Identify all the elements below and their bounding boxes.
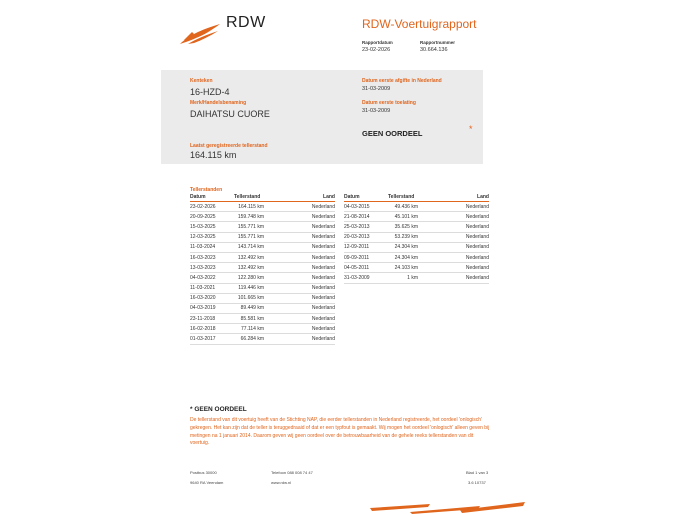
reading-country: Nederland — [264, 232, 335, 242]
readings-table-left — [190, 194, 335, 345]
footer-page: Blad 1 van 3 — [466, 470, 489, 475]
first-nl-label: Datum eerste afgifte in Nederland — [362, 78, 442, 84]
plate-label: Kenteken — [190, 78, 213, 84]
report-number: 30.664.136 — [420, 47, 448, 53]
table-row — [344, 202, 489, 212]
reading-date: 16-02-2018 — [190, 324, 234, 334]
note-title: * GEEN OORDEEL — [190, 406, 247, 413]
reading-value: 119.446 km — [234, 283, 264, 293]
reading-date: 04-03-2015 — [344, 202, 388, 212]
reading-country: Nederland — [418, 232, 489, 242]
reading-value: 155.771 km — [234, 222, 264, 232]
reading-date: 23-11-2018 — [190, 314, 234, 324]
reading-value: 155.771 km — [234, 232, 264, 242]
reading-date: 04-03-2022 — [190, 273, 234, 283]
reading-value: 132.492 km — [234, 263, 264, 273]
table-row — [190, 252, 335, 262]
table-row — [344, 222, 489, 232]
reading-date: 12-03-2025 — [190, 232, 234, 242]
plate-value: 16-HZD-4 — [190, 87, 230, 97]
document-title: RDW-Voertuigrapport — [362, 17, 477, 31]
reading-country: Nederland — [264, 324, 335, 334]
reading-country: Nederland — [264, 293, 335, 303]
reading-value: 1 km — [388, 273, 418, 283]
rdw-logo-icon — [178, 22, 222, 46]
odometer-value: 164.115 km — [190, 150, 237, 160]
make-value: DAIHATSU CUORE — [190, 109, 270, 119]
table-row — [190, 212, 335, 222]
reading-value: 122.280 km — [234, 273, 264, 283]
reading-value: 89.449 km — [234, 303, 264, 313]
report-date-label: Rapportdatum — [362, 40, 393, 45]
reading-country: Nederland — [264, 252, 335, 262]
reading-value: 24.304 km — [388, 242, 418, 252]
footer-postbus: Postbus 30000 — [190, 470, 217, 475]
reading-value: 66.284 km — [234, 334, 264, 344]
col-date-header: Datum — [190, 194, 234, 202]
reading-date: 12-09-2011 — [344, 242, 388, 252]
reading-country: Nederland — [264, 303, 335, 313]
reading-date: 01-03-2017 — [190, 334, 234, 344]
reading-country: Nederland — [264, 273, 335, 283]
table-row — [190, 232, 335, 242]
report-number-label: Rapportnummer — [420, 40, 456, 45]
col-reading-header: Tellerstand — [388, 194, 418, 202]
verdict-value: GEEN OORDEEL — [362, 129, 423, 138]
reading-date: 31-03-2009 — [344, 273, 388, 283]
table-row — [344, 273, 489, 283]
reading-date: 20-03-2013 — [344, 232, 388, 242]
reading-value: 132.492 km — [234, 252, 264, 262]
reading-country: Nederland — [418, 263, 489, 273]
footer-code: 3.6 10737 — [468, 480, 486, 485]
col-country-header: Land — [418, 194, 489, 202]
reading-value: 35.625 km — [388, 222, 418, 232]
reading-value: 164.115 km — [234, 202, 264, 212]
reading-country: Nederland — [264, 212, 335, 222]
reading-value: 101.665 km — [234, 293, 264, 303]
reading-country: Nederland — [264, 334, 335, 344]
reading-value: 77.114 km — [234, 324, 264, 334]
reading-country: Nederland — [418, 202, 489, 212]
reading-date: 13-03-2023 — [190, 263, 234, 273]
footer-city: 9640 RA Veendam — [190, 480, 224, 485]
reading-value: 45.101 km — [388, 212, 418, 222]
reading-value: 143.714 km — [234, 242, 264, 252]
note-body: De tellerstand van dit voertuig heeft van de Stichting NAP, die eerder tellerstanden in Nederland registreerde, het oordeel 'onlogisch' gekregen. Het kan zijn dat de teller is teruggedraaid of dat er een typfout is gemaakt. Wij mogen het oordeel 'onlogisch' alleen geven bij metingen na 1 januari 2014. Daarom geven wij geen oordeel over de betrouwbaarheid van de gehele reeks tellerstanden van dit voertuig. — [190, 417, 490, 447]
table-row — [190, 293, 335, 303]
reading-country: Nederland — [264, 242, 335, 252]
table-row — [190, 334, 335, 344]
table-row — [190, 222, 335, 232]
first-admission-value: 31-03-2009 — [362, 108, 391, 114]
col-country-header: Land — [264, 194, 335, 202]
table-row — [190, 273, 335, 283]
table-row — [344, 252, 489, 262]
table-row — [190, 324, 335, 334]
col-reading-header: Tellerstand — [234, 194, 264, 202]
reading-country: Nederland — [264, 314, 335, 324]
table-row — [344, 232, 489, 242]
decorative-stripes-icon — [370, 500, 530, 514]
make-label: Merk/Handelsbenaming — [190, 100, 247, 106]
first-nl-value: 31-03-2009 — [362, 86, 391, 92]
reading-date: 23-02-2026 — [190, 202, 234, 212]
reading-value: 85.581 km — [234, 314, 264, 324]
reading-country: Nederland — [418, 222, 489, 232]
reading-country: Nederland — [264, 283, 335, 293]
table-row — [190, 303, 335, 313]
reading-value: 53.239 km — [388, 232, 418, 242]
reading-country: Nederland — [264, 202, 335, 212]
table-row — [344, 242, 489, 252]
report-date: 23-02-2026 — [362, 47, 391, 53]
table-row — [190, 314, 335, 324]
reading-date: 25-03-2013 — [344, 222, 388, 232]
readings-table-right — [344, 194, 489, 284]
footer-web: www.rdw.nl — [271, 480, 292, 485]
reading-date: 09-09-2011 — [344, 252, 388, 262]
reading-value: 24.103 km — [388, 263, 418, 273]
reading-date: 11-03-2024 — [190, 242, 234, 252]
brand-name: RDW — [226, 14, 266, 31]
reading-country: Nederland — [264, 263, 335, 273]
reading-date: 11-03-2021 — [190, 283, 234, 293]
reading-date: 21-08-2014 — [344, 212, 388, 222]
table-row — [344, 263, 489, 273]
reading-country: Nederland — [264, 222, 335, 232]
reading-date: 20-09-2025 — [190, 212, 234, 222]
reading-value: 24.304 km — [388, 252, 418, 262]
footer-phone: Telefoon 088 008 74 47 — [271, 470, 313, 475]
table-row — [190, 263, 335, 273]
table-row — [190, 202, 335, 212]
verdict-asterisk: * — [469, 124, 473, 134]
first-admission-label: Datum eerste toelating — [362, 100, 416, 106]
reading-date: 16-03-2023 — [190, 252, 234, 262]
reading-value: 49.436 km — [388, 202, 418, 212]
odometer-label: Laatst geregistreerde tellerstand — [190, 143, 268, 149]
reading-date: 16-03-2020 — [190, 293, 234, 303]
table-row — [344, 212, 489, 222]
readings-title: Tellerstanden — [190, 187, 223, 193]
col-date-header: Datum — [344, 194, 388, 202]
reading-country: Nederland — [418, 242, 489, 252]
reading-country: Nederland — [418, 273, 489, 283]
reading-date: 04-05-2011 — [344, 263, 388, 273]
reading-value: 159.748 km — [234, 212, 264, 222]
table-row — [190, 283, 335, 293]
reading-country: Nederland — [418, 212, 489, 222]
table-row — [190, 242, 335, 252]
reading-date: 15-03-2025 — [190, 222, 234, 232]
reading-date: 04-03-2019 — [190, 303, 234, 313]
reading-country: Nederland — [418, 252, 489, 262]
